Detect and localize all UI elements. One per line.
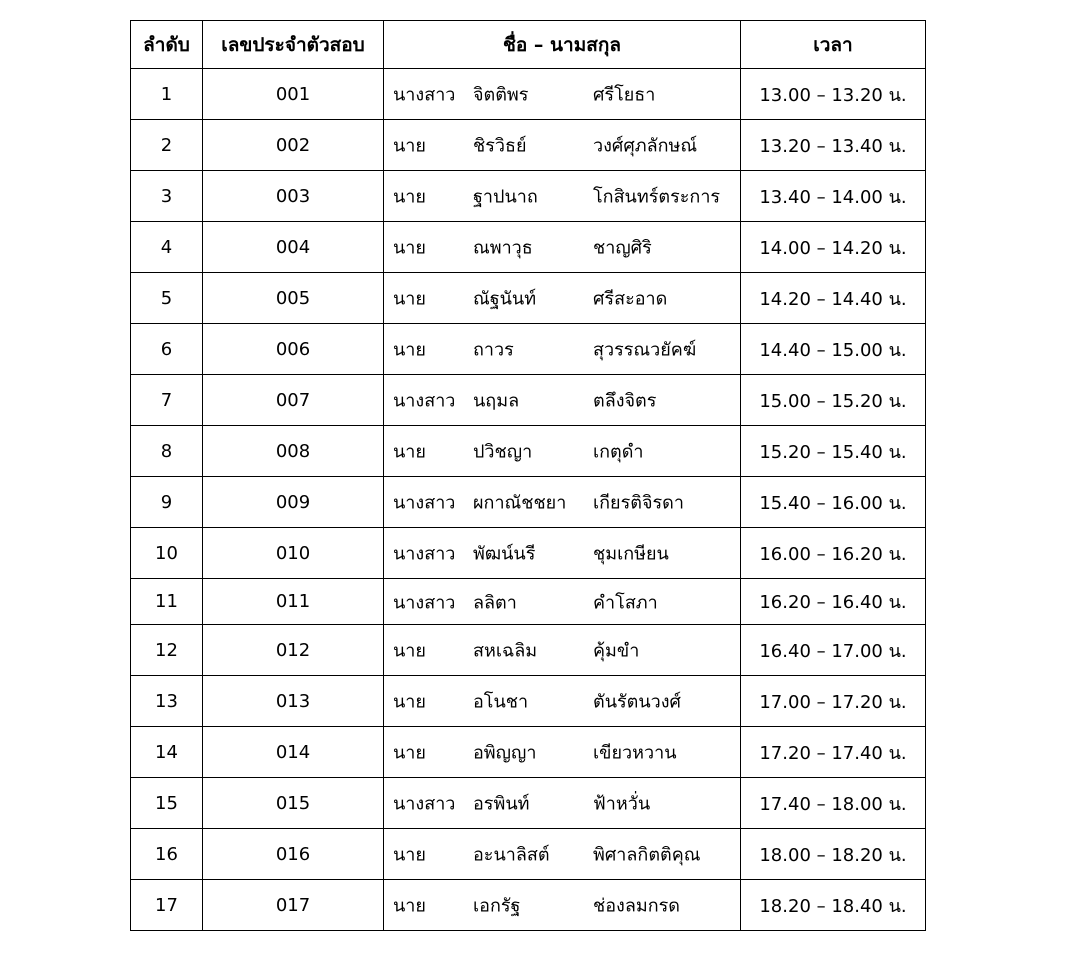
cell-name bbox=[384, 426, 741, 477]
cell-name bbox=[384, 829, 741, 880]
header-time: เวลา bbox=[741, 21, 926, 69]
cell-name bbox=[384, 676, 741, 727]
first-name: อโนชา bbox=[473, 691, 529, 713]
table-row bbox=[131, 625, 926, 676]
last-name: คุ้มขำ bbox=[593, 640, 640, 662]
last-name: ศรีสะอาด bbox=[593, 288, 668, 310]
cell-name bbox=[384, 778, 741, 829]
name-title: นาย bbox=[393, 135, 426, 157]
cell-name bbox=[384, 579, 741, 625]
table-row bbox=[131, 69, 926, 120]
cell-no: 14 bbox=[131, 727, 203, 778]
cell-exam-id: 011 bbox=[203, 579, 384, 625]
cell-time: 16.20 – 16.40 น. bbox=[741, 579, 926, 625]
last-name: ชาญศิริ bbox=[593, 237, 652, 259]
table-row bbox=[131, 528, 926, 579]
header-no: ลำดับ bbox=[131, 21, 203, 69]
cell-no: 9 bbox=[131, 477, 203, 528]
table-row bbox=[131, 375, 926, 426]
cell-no: 17 bbox=[131, 880, 203, 931]
cell-no: 5 bbox=[131, 273, 203, 324]
last-name: ศรีโยธา bbox=[593, 84, 656, 106]
cell-exam-id: 006 bbox=[203, 324, 384, 375]
last-name: ช่องลมกรด bbox=[593, 895, 680, 917]
cell-time: 17.00 – 17.20 น. bbox=[741, 676, 926, 727]
cell-name bbox=[384, 880, 741, 931]
cell-time: 16.40 – 17.00 น. bbox=[741, 625, 926, 676]
table-body bbox=[131, 69, 926, 931]
last-name: โกสินทร์ตระการ bbox=[593, 186, 721, 208]
first-name: ณพาวุธ bbox=[473, 237, 533, 259]
cell-no: 7 bbox=[131, 375, 203, 426]
table-row bbox=[131, 222, 926, 273]
cell-no: 10 bbox=[131, 528, 203, 579]
cell-name bbox=[384, 171, 741, 222]
last-name: พิศาลกิตติคุณ bbox=[593, 844, 701, 866]
header-row bbox=[131, 21, 926, 69]
name-title: นาย bbox=[393, 640, 426, 662]
last-name: เขียวหวาน bbox=[593, 742, 677, 764]
cell-exam-id: 012 bbox=[203, 625, 384, 676]
name-title: นางสาว bbox=[393, 492, 456, 514]
name-title: นาย bbox=[393, 691, 426, 713]
first-name: จิตติพร bbox=[473, 84, 529, 106]
first-name: สหเฉลิม bbox=[473, 640, 538, 662]
first-name: ชิรวิธย์ bbox=[473, 135, 527, 157]
table-row bbox=[131, 426, 926, 477]
table-row bbox=[131, 829, 926, 880]
table-row bbox=[131, 171, 926, 222]
first-name: อพิญญา bbox=[473, 742, 537, 764]
last-name: ชุมเกษียน bbox=[593, 543, 669, 565]
last-name: เกตุดำ bbox=[593, 441, 644, 463]
cell-time: 13.00 – 13.20 น. bbox=[741, 69, 926, 120]
cell-exam-id: 007 bbox=[203, 375, 384, 426]
cell-no: 13 bbox=[131, 676, 203, 727]
first-name: อรพินท์ bbox=[473, 793, 530, 815]
last-name: ตันรัตนวงศ์ bbox=[593, 691, 681, 713]
last-name: คำโสภา bbox=[593, 592, 658, 613]
cell-time: 14.40 – 15.00 น. bbox=[741, 324, 926, 375]
cell-time: 17.40 – 18.00 น. bbox=[741, 778, 926, 829]
last-name: สุวรรณวยัคฆ์ bbox=[593, 339, 697, 361]
cell-no: 6 bbox=[131, 324, 203, 375]
cell-no: 2 bbox=[131, 120, 203, 171]
cell-exam-id: 005 bbox=[203, 273, 384, 324]
name-title: นาย bbox=[393, 237, 426, 259]
cell-exam-id: 008 bbox=[203, 426, 384, 477]
last-name: ตลึงจิตร bbox=[593, 390, 657, 412]
header-exam-id: เลขประจำตัวสอบ bbox=[203, 21, 384, 69]
cell-exam-id: 014 bbox=[203, 727, 384, 778]
last-name: วงศ์ศุภลักษณ์ bbox=[593, 135, 698, 157]
cell-name bbox=[384, 69, 741, 120]
cell-time: 16.00 – 16.20 น. bbox=[741, 528, 926, 579]
cell-exam-id: 010 bbox=[203, 528, 384, 579]
cell-time: 13.40 – 14.00 น. bbox=[741, 171, 926, 222]
header-name: ชื่อ – นามสกุล bbox=[384, 21, 741, 69]
name-title: นางสาว bbox=[393, 592, 456, 613]
name-title: นาย bbox=[393, 742, 426, 764]
cell-name bbox=[384, 625, 741, 676]
cell-name bbox=[384, 324, 741, 375]
last-name: เกียรติจิรดา bbox=[593, 492, 684, 514]
name-title: นางสาว bbox=[393, 793, 456, 815]
name-title: นาย bbox=[393, 895, 426, 917]
name-title: นาย bbox=[393, 288, 426, 310]
cell-name bbox=[384, 120, 741, 171]
first-name: ผกาณัชชยา bbox=[473, 492, 567, 514]
table-row bbox=[131, 579, 926, 625]
first-name: เอกรัฐ bbox=[473, 895, 521, 917]
name-title: นาย bbox=[393, 186, 426, 208]
cell-no: 3 bbox=[131, 171, 203, 222]
cell-exam-id: 001 bbox=[203, 69, 384, 120]
cell-name bbox=[384, 727, 741, 778]
first-name: ฐาปนาถ bbox=[473, 186, 538, 208]
cell-no: 8 bbox=[131, 426, 203, 477]
cell-name bbox=[384, 528, 741, 579]
cell-name bbox=[384, 273, 741, 324]
cell-no: 1 bbox=[131, 69, 203, 120]
first-name: ปวิชญา bbox=[473, 441, 533, 463]
cell-time: 13.20 – 13.40 น. bbox=[741, 120, 926, 171]
first-name: นฤมล bbox=[473, 390, 520, 412]
cell-name bbox=[384, 375, 741, 426]
cell-no: 16 bbox=[131, 829, 203, 880]
exam-schedule-table bbox=[130, 20, 926, 931]
cell-time: 15.40 – 16.00 น. bbox=[741, 477, 926, 528]
cell-time: 15.00 – 15.20 น. bbox=[741, 375, 926, 426]
cell-exam-id: 002 bbox=[203, 120, 384, 171]
cell-exam-id: 009 bbox=[203, 477, 384, 528]
table-row bbox=[131, 477, 926, 528]
name-title: นาย bbox=[393, 441, 426, 463]
table-row bbox=[131, 120, 926, 171]
cell-time: 14.00 – 14.20 น. bbox=[741, 222, 926, 273]
cell-time: 18.00 – 18.20 น. bbox=[741, 829, 926, 880]
name-title: นางสาว bbox=[393, 390, 456, 412]
first-name: ถาวร bbox=[473, 339, 514, 361]
table-row bbox=[131, 324, 926, 375]
cell-no: 11 bbox=[131, 579, 203, 625]
table-row bbox=[131, 778, 926, 829]
cell-no: 12 bbox=[131, 625, 203, 676]
first-name: อะนาลิสต์ bbox=[473, 844, 550, 866]
cell-exam-id: 003 bbox=[203, 171, 384, 222]
cell-name bbox=[384, 222, 741, 273]
cell-no: 15 bbox=[131, 778, 203, 829]
first-name: ลลิตา bbox=[473, 592, 517, 613]
table-row bbox=[131, 727, 926, 778]
name-title: นางสาว bbox=[393, 543, 456, 565]
cell-name bbox=[384, 477, 741, 528]
table-row bbox=[131, 880, 926, 931]
cell-no: 4 bbox=[131, 222, 203, 273]
cell-exam-id: 013 bbox=[203, 676, 384, 727]
cell-time: 17.20 – 17.40 น. bbox=[741, 727, 926, 778]
cell-exam-id: 017 bbox=[203, 880, 384, 931]
name-title: นาย bbox=[393, 844, 426, 866]
last-name: ฟ้าหวั่น bbox=[593, 793, 651, 815]
table-row bbox=[131, 676, 926, 727]
cell-exam-id: 016 bbox=[203, 829, 384, 880]
cell-exam-id: 015 bbox=[203, 778, 384, 829]
first-name: พัฒน์นรี bbox=[473, 543, 536, 565]
name-title: นาย bbox=[393, 339, 426, 361]
cell-time: 18.20 – 18.40 น. bbox=[741, 880, 926, 931]
name-title: นางสาว bbox=[393, 84, 456, 106]
cell-time: 15.20 – 15.40 น. bbox=[741, 426, 926, 477]
cell-exam-id: 004 bbox=[203, 222, 384, 273]
table-row bbox=[131, 273, 926, 324]
cell-time: 14.20 – 14.40 น. bbox=[741, 273, 926, 324]
first-name: ณัฐนันท์ bbox=[473, 288, 537, 310]
